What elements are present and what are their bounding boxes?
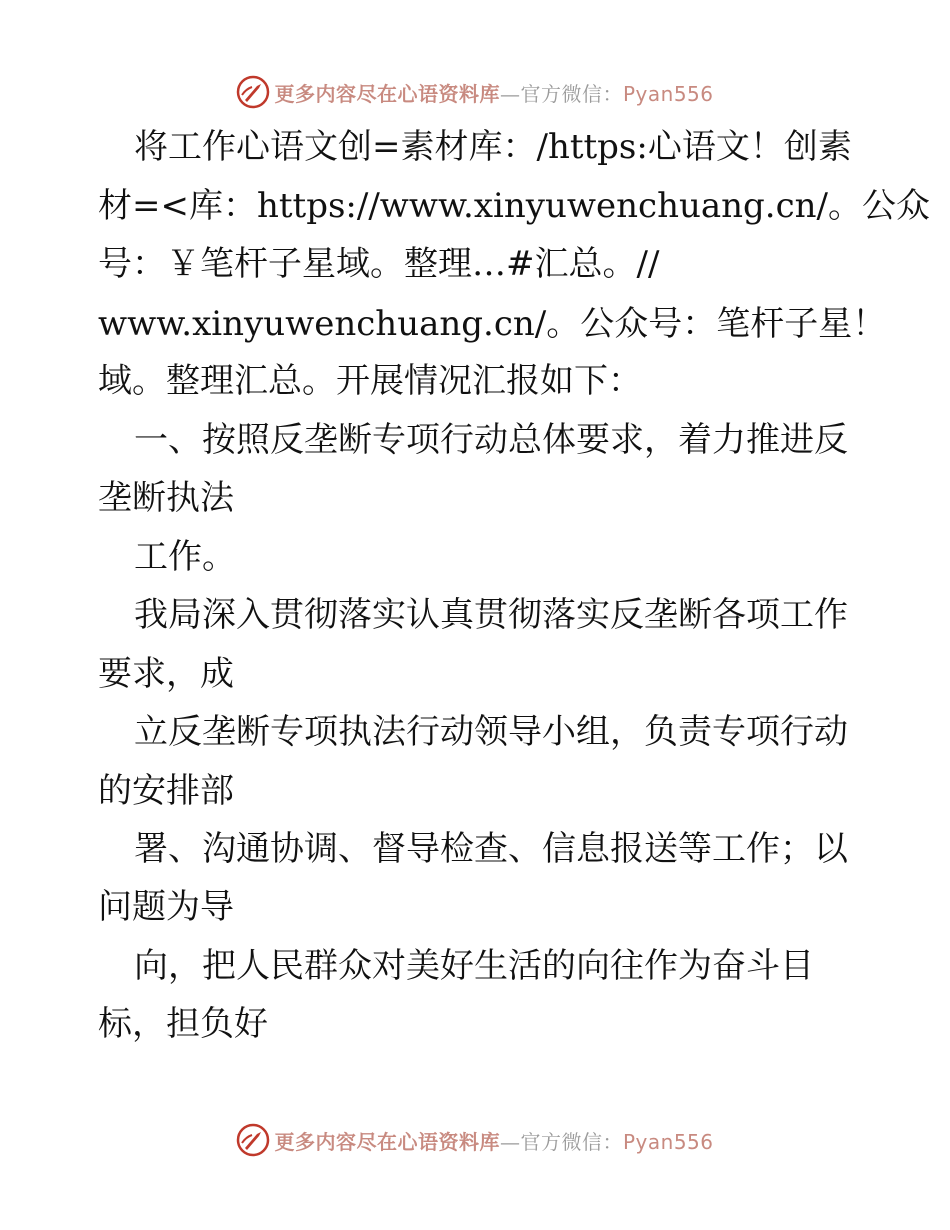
- document-line: 域。整理汇总。开展情况汇报如下：: [98, 361, 642, 401]
- document-line: 垄断执法: [98, 478, 234, 518]
- banner-separator: —: [499, 81, 521, 106]
- pen-nib-logo-icon: [236, 1123, 270, 1157]
- document-line: 我局深入贯彻落实认真贯彻落实反垄断各项工作: [134, 595, 848, 635]
- banner-wechat-label: 官方微信：: [520, 1129, 623, 1154]
- document-line: 署、沟通协调、督导检查、信息报送等工作；以: [134, 829, 848, 869]
- document-line: www.xinyuwenchuang.cn/。公众号：笔杆子星！: [98, 304, 887, 344]
- document-line: 将工作心语文创=素材库：/https:心语文！创素: [134, 127, 852, 167]
- document-line: 要求，成: [98, 654, 234, 694]
- banner-site-text: 更多内容尽在心语资料库: [274, 1129, 500, 1154]
- document-line: 号：￥笔杆子星域。整理…#汇总。//: [98, 244, 660, 284]
- banner-text: [274, 1126, 713, 1155]
- banner-wechat-id: Pyan556: [622, 81, 714, 106]
- document-line: 材=<库：https://www.xinyuwenchuang.cn/。公众: [98, 186, 931, 226]
- document-line: 立反垄断专项执法行动领导小组，负责专项行动: [134, 712, 848, 752]
- banner-wechat-label: 官方微信：: [520, 81, 623, 106]
- banner-text: [274, 78, 713, 107]
- banner-wechat-id: Pyan556: [622, 1129, 714, 1154]
- document-line: 工作。: [134, 537, 236, 577]
- document-line: 问题为导: [98, 887, 234, 927]
- document-line: 标，担负好: [98, 1004, 268, 1044]
- document-line: 向，把人民群众对美好生活的向往作为奋斗目: [134, 946, 814, 986]
- footer-banner: [0, 1120, 950, 1160]
- document-line: 的安排部: [98, 771, 234, 811]
- banner-site-text: 更多内容尽在心语资料库: [274, 81, 500, 106]
- document-line: 一、按照反垄断专项行动总体要求，着力推进反: [134, 420, 848, 460]
- pen-nib-logo-icon: [236, 75, 270, 109]
- banner-separator: —: [499, 1129, 521, 1154]
- header-banner: [0, 72, 950, 112]
